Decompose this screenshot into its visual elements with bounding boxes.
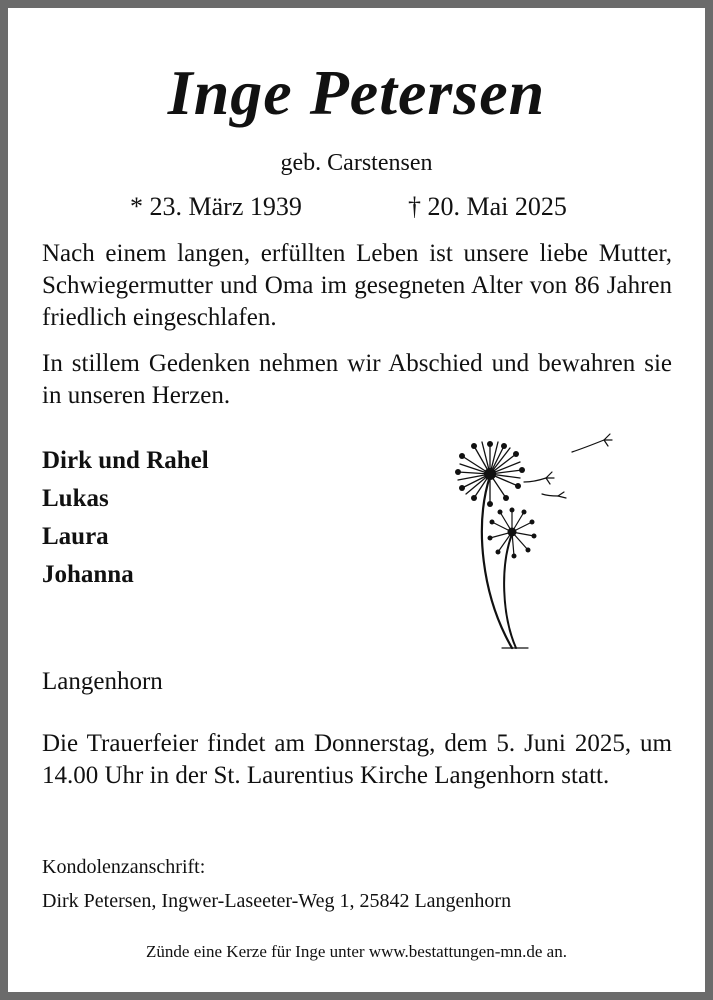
obituary-paragraph-2: In stillem Gedenken nehmen wir Abschied und bewahren sie in unseren Herzen.	[42, 350, 672, 409]
death-date: † 20. Mai 2025	[408, 192, 567, 221]
place: Langenhorn	[42, 668, 163, 695]
obituary-paragraph-1: Nach einem langen, erfüllten Leben ist unsere liebe Mutter, Schwiegermutter und Oma im gesegneten Alter von 86 Jahren friedlich eingeschlafen.	[42, 240, 672, 331]
mourner-name: Lukas	[42, 485, 109, 512]
birth-date: * 23. März 1939	[130, 192, 302, 221]
mourner-name: Johanna	[42, 561, 134, 588]
condolence-address: Dirk Petersen, Ingwer-Laseeter-Weg 1, 25842 Langenhorn	[42, 890, 512, 912]
deceased-name: Inge Petersen	[167, 57, 546, 128]
funeral-service-text: Die Trauerfeier findet am Donnerstag, dem 5. Juni 2025, um 14.00 Uhr in der St. Laurentius Kirche Langenhorn statt.	[42, 730, 672, 789]
mourners-list	[42, 442, 209, 594]
mourner-name: Dirk und Rahel	[42, 447, 209, 474]
condolence-label: Kondolenzanschrift:	[42, 856, 206, 878]
footer-note: Zünde eine Kerze für Inge unter www.bestattungen-mn.de an.	[146, 942, 567, 961]
birth-name: geb. Carstensen	[280, 150, 433, 176]
dandelion-icon	[444, 426, 624, 656]
mourner-name: Laura	[42, 523, 109, 550]
